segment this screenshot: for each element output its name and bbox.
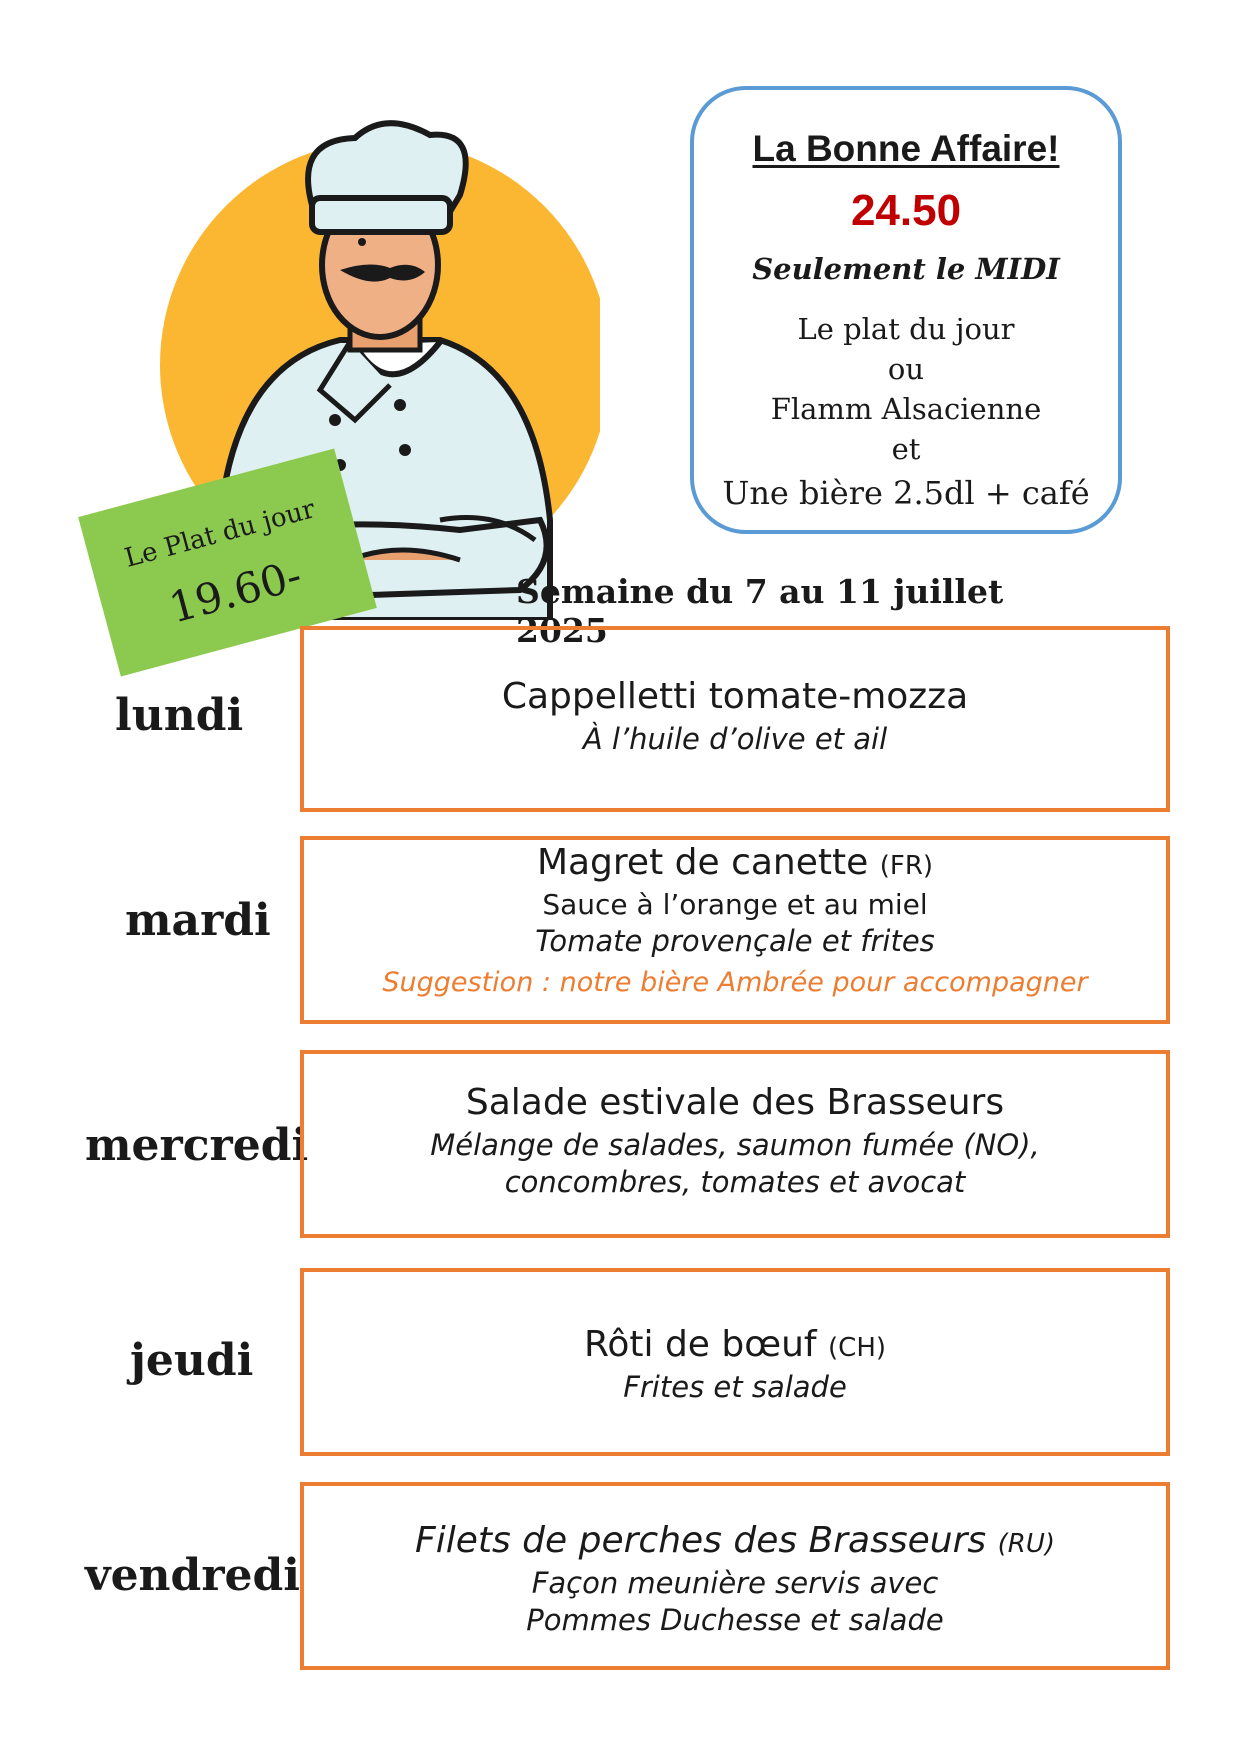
bonne-affaire-line: et [891, 432, 921, 466]
dish-description: Mélange de salades, saumon fumée (NO), [430, 1127, 1040, 1162]
dish-title-line [304, 1518, 1166, 1565]
dish-description: Pommes Duchesse et salade [526, 1603, 944, 1638]
bonne-affaire-line: ou [887, 352, 925, 386]
dish-origin: (RU) [997, 1529, 1055, 1559]
menu-box-lundi [300, 626, 1170, 812]
dish-name: Salade estivale des Brasseurs [465, 1082, 1005, 1123]
bonne-affaire-subtitle: Seulement le MIDI [752, 252, 1060, 286]
bonne-affaire-box [690, 86, 1122, 534]
day-label-mercredi: mercredi [85, 1120, 309, 1171]
dish-name: Cappelletti tomate-mozza [501, 676, 969, 717]
bonne-affaire-title: La Bonne Affaire! [752, 128, 1060, 169]
plat-du-jour-price: 19.60- [163, 550, 307, 633]
dish-description: À l’huile d’olive et ail [582, 721, 888, 756]
day-label-jeudi: jeudi [130, 1335, 254, 1386]
dish-name: Magret de canette [536, 842, 869, 883]
menu-box-jeudi [300, 1268, 1170, 1456]
dish-suggestion: Suggestion : notre bière Ambrée pour accompagner [382, 966, 1088, 998]
bonne-affaire-line: Le plat du jour [797, 312, 1015, 346]
menu-box-vendredi [300, 1482, 1170, 1670]
week-label: Semaine du 7 au 11 juillet 2025 [516, 572, 1004, 650]
menu-box-mardi [300, 836, 1170, 1024]
dish-origin: (FR) [879, 851, 934, 881]
dish-description: concombres, tomates et avocat [504, 1165, 966, 1200]
plat-du-jour-title: Le Plat du jour [121, 494, 319, 574]
dish-description: Frites et salade [623, 1369, 847, 1404]
dish-origin: (CH) [828, 1333, 887, 1363]
dish-name: Rôti de bœuf [583, 1324, 817, 1365]
dish-description: Sauce à l’orange et au miel [542, 887, 928, 921]
dish-name: Filets de perches des Brasseurs [414, 1520, 987, 1561]
dish-title-line [304, 1322, 1166, 1369]
dish-title-line [304, 840, 1166, 887]
menu-box-mercredi [300, 1050, 1170, 1238]
day-label-mardi: mardi [125, 895, 271, 946]
day-label-lundi: lundi [115, 690, 244, 741]
dish-description: Façon meunière servis avec [531, 1565, 939, 1600]
bonne-affaire-line: Flamm Alsacienne [770, 392, 1042, 426]
dish-description: Tomate provençale et frites [535, 924, 935, 959]
bonne-affaire-price: 24.50 [850, 186, 962, 235]
day-label-vendredi: vendredi [85, 1550, 300, 1601]
bonne-affaire-line: Une bière 2.5dl + café [722, 474, 1090, 512]
